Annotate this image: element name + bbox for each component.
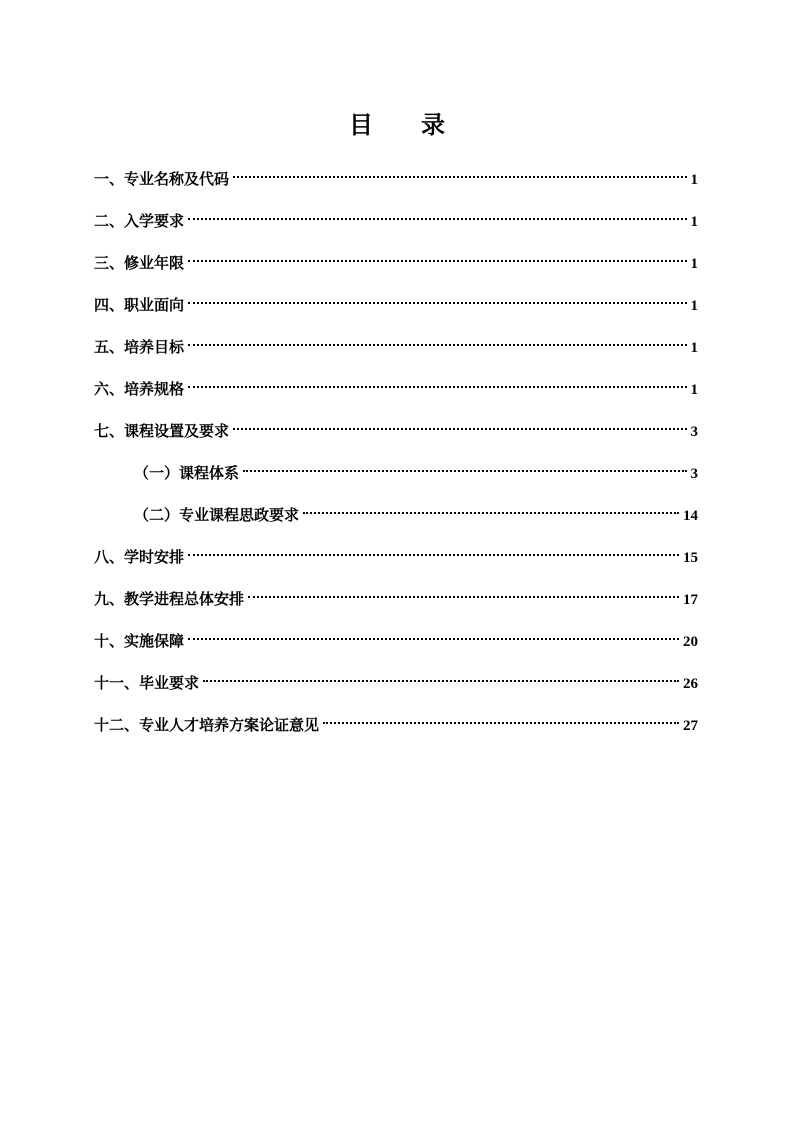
toc-subentry[interactable] (94, 500, 698, 542)
toc-leader-dots (233, 428, 686, 430)
toc-entry-label[interactable]: 十一、毕业要求 (94, 674, 200, 692)
toc-entry-label[interactable]: 八、学时安排 (94, 548, 185, 566)
toc-page-number[interactable]: 3 (690, 466, 698, 482)
toc-page-number[interactable]: 14 (683, 508, 698, 524)
toc-page-number[interactable]: 3 (690, 424, 698, 440)
toc-entry-label[interactable]: 七、课程设置及要求 (94, 422, 230, 440)
toc-leader-dots (303, 512, 679, 514)
toc-entry[interactable] (94, 248, 698, 290)
toc-entry[interactable] (94, 374, 698, 416)
toc-entry-label[interactable]: 二、入学要求 (94, 212, 185, 230)
toc-page-number[interactable]: 1 (690, 382, 698, 398)
toc-entry[interactable] (94, 332, 698, 374)
toc-leader-dots (248, 596, 679, 598)
toc-entry-label[interactable]: 三、修业年限 (94, 254, 185, 272)
toc-page-number[interactable]: 1 (690, 298, 698, 314)
toc-leader-dots (233, 176, 686, 178)
toc-entry-label[interactable]: 十、实施保障 (94, 632, 185, 650)
toc-entry-label[interactable]: 五、培养目标 (94, 338, 185, 356)
toc-page-number[interactable]: 1 (690, 172, 698, 188)
toc-entry[interactable] (94, 626, 698, 668)
toc-leader-dots (188, 386, 686, 388)
toc-entry-label[interactable]: 四、职业面向 (94, 296, 185, 314)
toc-page-number[interactable]: 1 (690, 256, 698, 272)
toc-page-number[interactable]: 26 (683, 676, 698, 692)
toc-heading-part-2: 录 (421, 111, 445, 139)
toc-leader-dots (188, 260, 686, 262)
toc-page-number[interactable]: 1 (690, 340, 698, 356)
toc-leader-dots (188, 638, 679, 640)
toc-entry[interactable] (94, 290, 698, 332)
toc-entry[interactable] (94, 542, 698, 584)
toc-heading (0, 110, 794, 140)
toc-entry-label[interactable]: 十二、专业人才培养方案论证意见 (94, 716, 320, 734)
toc-list (94, 164, 698, 752)
toc-leader-dots (188, 302, 686, 304)
toc-leader-dots (188, 554, 679, 556)
toc-entry[interactable] (94, 416, 698, 458)
toc-entry[interactable] (94, 206, 698, 248)
toc-entry[interactable] (94, 668, 698, 710)
toc-leader-dots (203, 680, 679, 682)
toc-leader-dots (188, 218, 686, 220)
toc-entry[interactable] (94, 584, 698, 626)
toc-page-number[interactable]: 17 (683, 592, 698, 608)
toc-leader-dots (243, 470, 686, 472)
toc-entry-label[interactable]: （二）专业课程思政要求 (134, 506, 300, 524)
toc-page-number[interactable]: 15 (683, 550, 698, 566)
toc-entry-label[interactable]: 六、培养规格 (94, 380, 185, 398)
toc-entry-label[interactable]: 九、教学进程总体安排 (94, 590, 245, 608)
toc-page-number[interactable]: 20 (683, 634, 698, 650)
toc-page-number[interactable]: 27 (683, 718, 698, 734)
toc-entry[interactable] (94, 164, 698, 206)
toc-entry-label[interactable]: 一、专业名称及代码 (94, 170, 230, 188)
toc-heading-part-1: 目 (349, 111, 373, 139)
toc-leader-dots (323, 722, 679, 724)
toc-entry-label[interactable]: （一）课程体系 (134, 464, 240, 482)
toc-page-number[interactable]: 1 (690, 214, 698, 230)
toc-leader-dots (188, 344, 686, 346)
toc-subentry[interactable] (94, 458, 698, 500)
toc-entry[interactable] (94, 710, 698, 752)
